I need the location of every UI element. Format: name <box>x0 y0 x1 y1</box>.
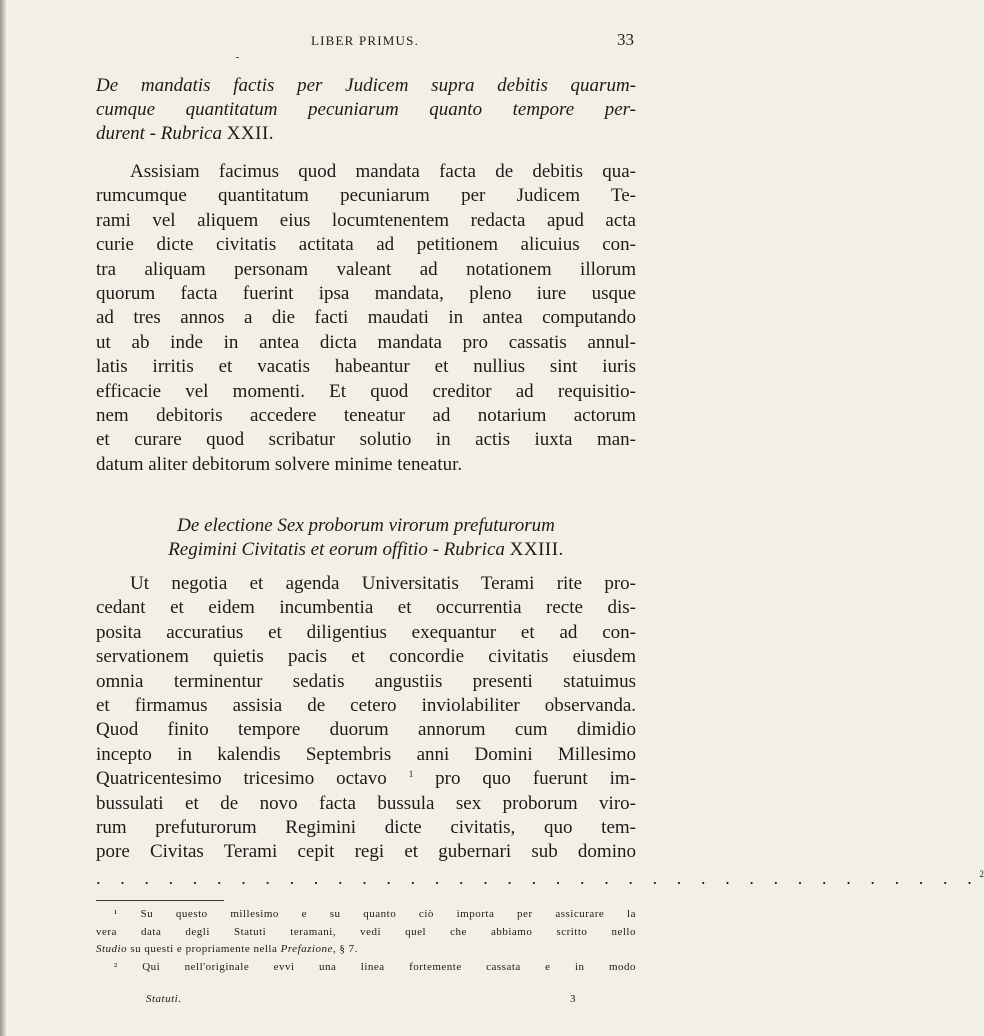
text-line: latis irritis et vacatis habeantur et nullius sint iuris <box>96 356 636 378</box>
footnote-text: Su questo millesimo e su quanto ciò importa per assicurare la <box>140 908 636 920</box>
rubric-line: De mandatis factis per Judicem supra debitis quarum- <box>96 75 636 96</box>
footnote-1-line <box>96 906 636 924</box>
text-line-with-note <box>96 767 636 791</box>
text-line: curie dicte civitatis actitata ad petitionem alicuius con- <box>96 234 636 256</box>
text-line: tra aliquam personam valeant ad notationem illorum <box>96 258 636 280</box>
text-line: incepto in kalendis Septembris anni Domini Millesimo <box>96 743 636 765</box>
text-line: efficacie vel momenti. Et quod creditor ad requisitio- <box>96 380 636 402</box>
paragraph-1 <box>96 160 636 477</box>
text-line: Assisiam facimus quod mandata facta de debitis qua- <box>130 161 636 182</box>
signature-label: Statuti. <box>146 993 182 1005</box>
text-line: rami vel aliquem eius locumtenentem redacta apud acta <box>96 209 636 231</box>
text-line: bussulati et de novo facta bussula sex proborum viro- <box>96 792 636 814</box>
rubric-line-text: Regimini Civitatis et eorum offitio - Rubrica <box>168 539 510 560</box>
text-line: quorum facta fuerint ipsa mandata, pleno iure usque <box>96 283 636 305</box>
rubric-line: De electione Sex proborum virorum prefuturorum <box>177 515 555 536</box>
page-number: 33 <box>617 30 634 49</box>
print-mark <box>236 57 239 58</box>
footnote-ref-1[interactable]: 1 <box>408 769 414 780</box>
footnote-marker: ² <box>114 960 118 973</box>
rubric-number: XXIII. <box>509 539 564 560</box>
rubric-line <box>96 122 636 146</box>
rubric-line <box>96 538 636 562</box>
rubric-line: cumque quantitatum pecuniarum quanto tempore per- <box>96 99 636 120</box>
text-line: Ut negotia et agenda Universitatis Terami rite pro- <box>130 573 636 594</box>
running-title: LIBER PRIMUS. <box>310 33 420 48</box>
footnote-rule <box>96 900 224 901</box>
rubric-number: XXII. <box>226 123 275 144</box>
footnote-1-line: vera data degli Statuti teramani, vedi quel che abbiamo scritto nello <box>96 925 636 938</box>
running-head <box>96 30 634 52</box>
text-line: cedant et eidem incumbentia et occurrentia recte dis- <box>96 597 636 619</box>
rubric-22-heading <box>96 74 636 146</box>
text-line: nem debitoris accedere teneatur ad notarium actorum <box>96 405 636 427</box>
ellipsis-row <box>96 868 984 889</box>
rubric-line-text: durent - Rubrica <box>96 123 227 144</box>
footnote-marker: ¹ <box>114 908 118 920</box>
text-line: pore Civitas Terami cepit regi et gubernari sub domino <box>96 841 636 863</box>
text-line: rumcumque quantitatum pecuniarum per Judicem Te- <box>96 185 636 207</box>
footnote-text: su questi e propriamente nella <box>127 943 281 955</box>
text-line: omnia terminentur sedatis angustiis presenti statuimus <box>96 670 636 692</box>
ellipsis-dots: . . . . . . . . . . . . . . . . . . . . . . . . . . . . . . . . . . . . . <box>96 868 980 888</box>
text-segment: pro quo fuerunt im- <box>413 768 636 790</box>
paragraph-2 <box>96 572 636 865</box>
signature-number: 3 <box>570 993 576 1005</box>
rubric-23-heading <box>96 514 636 562</box>
footnotes <box>96 906 636 976</box>
text-line: posita accuratius et diligentius exequantur et ad con- <box>96 621 636 643</box>
text-line: ad tres annos a die facti maudati in antea computando <box>96 307 636 329</box>
footnote-ref-2[interactable]: 2 <box>979 869 984 879</box>
text-line: ut ab inde in antea dicta mandata pro cassatis annul- <box>96 331 636 353</box>
text-segment: Quatricentesimo tricesimo octavo <box>96 768 409 790</box>
footnote-italic: Prefazione <box>280 943 333 955</box>
footnote-italic: Studio <box>96 943 128 955</box>
footnote-2-line <box>96 959 636 977</box>
text-line: Quod finito tempore duorum annorum cum dimidio <box>96 719 636 741</box>
footnote-1-line <box>96 941 636 959</box>
text-line: servationem quietis pacis et concordie civitatis eiusdem <box>96 646 636 668</box>
signature-line <box>146 993 576 1005</box>
page-gutter <box>0 0 6 1036</box>
text-line: rum prefuturorum Regimini dicte civitatis, quo tem- <box>96 817 636 839</box>
footnote-text: Qui nell'originale evvi una linea fortemente cassata e in modo <box>142 960 637 973</box>
text-line: et firmamus assisia de cetero inviolabiliter observanda. <box>96 695 636 717</box>
text-line: datum aliter debitorum solvere minime teneatur. <box>96 453 463 475</box>
text-line: et curare quod scribatur solutio in actis iuxta man- <box>96 429 636 451</box>
footnote-text: , § 7. <box>332 943 358 955</box>
